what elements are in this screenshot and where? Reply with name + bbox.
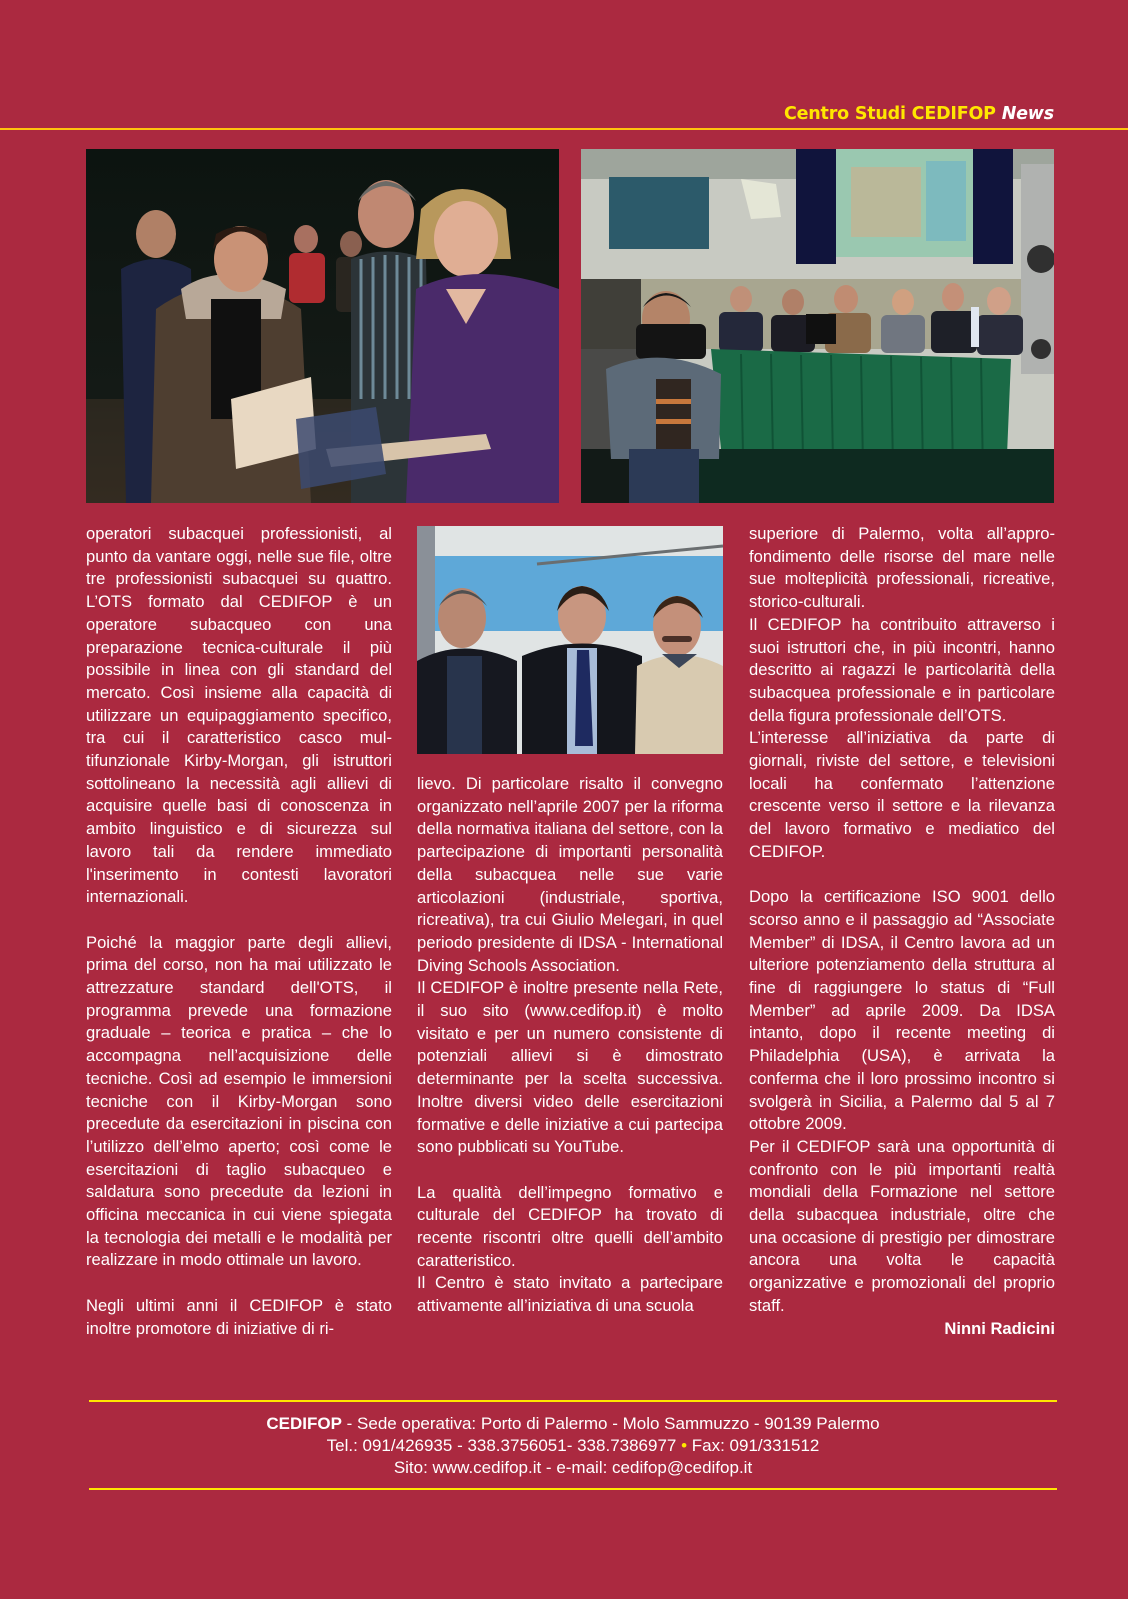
footer-phones: Tel.: 091/426935 - 338.3756051- 338.7386977	[326, 1436, 682, 1455]
article-column-2	[417, 773, 723, 1318]
photo-award-ceremony	[86, 149, 559, 503]
article-paragraph: lievo. Di particolare risalto il convegno organizzato nell’aprile 2007 per la riforma della normativa italiana del settore, con la partecipazione di importanti personalità della subacquea nelle sue varie articolazioni (industriale, sportiva, ricreativa), tra cui Giulio Melegari, in quel periodo presidente di IDSA - International Diving Schools Association.	[417, 774, 723, 975]
footer-divider-top	[89, 1400, 1057, 1402]
article-paragraph: Il CEDIFOP è inoltre presente nella Rete, il suo sito (www.cedifop.it) è molto visitato e per un numero consistente di potenziali allievi si è dimostrato determinante per la scelta successiva. Inoltre diversi video delle esercitazioni formative e delle iniziative a cui partecipa sono pubblicati su YouTube.	[417, 978, 723, 1157]
article-paragraph: superiore di Palermo, volta all’approfondimento delle risorse del mare nelle sue molteplicità professionali, ricreative, storico-culturali.	[749, 524, 1055, 612]
footer-site-email[interactable]: Sito: www.cedifop.it - e-mail: cedifop@cedifop.it	[393, 1458, 753, 1477]
article-paragraph: L’interesse all’iniziativa da parte di giornali, riviste del settore, e televisioni locali ha confermato l’attenzione crescente verso il settore e la rilevanza del lavoro formativo e mediatico del CEDIFOP.	[749, 728, 1055, 861]
footer-contact	[89, 1413, 1057, 1479]
footer-address-line	[89, 1413, 1057, 1435]
footer-divider-bottom	[89, 1488, 1057, 1490]
article-paragraph: La qualità dell’impegno formativo e culturale del CEDIFOP ha trovato di recente riscontri oltre quelli dell’ambito caratteristico.	[417, 1182, 723, 1270]
footer-address: - Sede operativa: Porto di Palermo - Molo Sammuzzo - 90139 Palermo	[341, 1414, 880, 1433]
article-column-1	[86, 523, 392, 1340]
header-title-news: News	[1001, 104, 1054, 124]
article-column-3	[749, 523, 1055, 1340]
bullet-separator-icon: •	[681, 1436, 688, 1455]
footer-org-name: CEDIFOP	[266, 1414, 342, 1433]
article-paragraph: Poiché la maggior parte degli allievi, prima del corso, non ha mai utilizzato le attrezzature standard dell'OTS, il programma prevede una formazione graduale – teorica e pratica – che lo accompagna nell’acquisizione delle tecniche. Così ad esempio le immersioni tecniche con il Kirby-Morgan sono precedute da esercitazioni in piscina con l’utilizzo dell’elmo aperto; così come le esercitazioni di taglio subacqueo e saldatura sono precedute da lezioni in officina meccanica in cui viene spiegata la tecnologia dei metalli e le modalità per realizzare in modo ottimale un lavoro.	[86, 932, 392, 1270]
article-paragraph: Dopo la certificazione ISO 9001 dello scorso anno e il passaggio ad “Associate Member” di IDSA, il Centro lavora ad un ulteriore potenziamento della struttura al fine di raggiungere lo status di “Full Member” ad aprile 2009. Da IDSA intanto, dopo il recente meeting di Philadelphia (USA), è arrivata la conferma che il loro prossimo incontro si svolgerà in Sicilia, a Palermo dal 5 al 7 ottobre 2009.	[749, 887, 1055, 1134]
article-paragraph: Per il CEDIFOP sarà una opportunità di confronto con le più importanti realtà mondiali della Formazione nel settore della subacquea industriale, oltre che una occasione di prestigio per dimostrare ancora una volta le capacità organizzative e promozionali del proprio staff.	[749, 1136, 1055, 1315]
article-paragraph: operatori subacquei professionisti, al punto da vantare oggi, nelle sue file, oltre tre professionisti subacquei su quattro. L’OTS formato dal CEDIFOP è un operatore subacqueo con una preparazione tecnica-culturale il più possibile in linea con gli standard del mercato. Così insieme alla capacità di utilizzare un equipaggiamento specifico, tra cui il caratteristico casco multifunzionale Kirby-Morgan, gli istruttori sottolineano la necessità agli allievi di acquisire quelle basi di conoscenza in ambito linguistico e di sicurezza sul lavoro tali da rendere immediato l'inserimento in contesti lavoratori internazionali.	[86, 524, 392, 907]
header-divider	[0, 128, 1128, 130]
footer-fax: Fax: 091/331512	[687, 1436, 820, 1455]
header-title-main: Centro Studi CEDIFOP	[783, 104, 996, 124]
article-paragraph: Negli ultimi anni il CEDIFOP è stato inoltre promotore di iniziative di ri-	[86, 1295, 392, 1338]
article-author: Ninni Radicini	[944, 1318, 1055, 1338]
photo-three-men	[417, 526, 723, 754]
article-paragraph: Il Centro è stato invitato a partecipare attivamente all’iniziativa di una scuola	[417, 1273, 723, 1316]
magazine-header	[784, 104, 1054, 124]
footer-phone-line	[89, 1435, 1057, 1457]
photo-conference-panel	[581, 149, 1054, 503]
article-paragraph: Il CEDIFOP ha contribuito attraverso i suoi istruttori che, in più incontri, hanno descritto ai ragazzi le particolarità della subacquea professionale e in particolare della figura professionale dell’OTS.	[749, 614, 1055, 725]
